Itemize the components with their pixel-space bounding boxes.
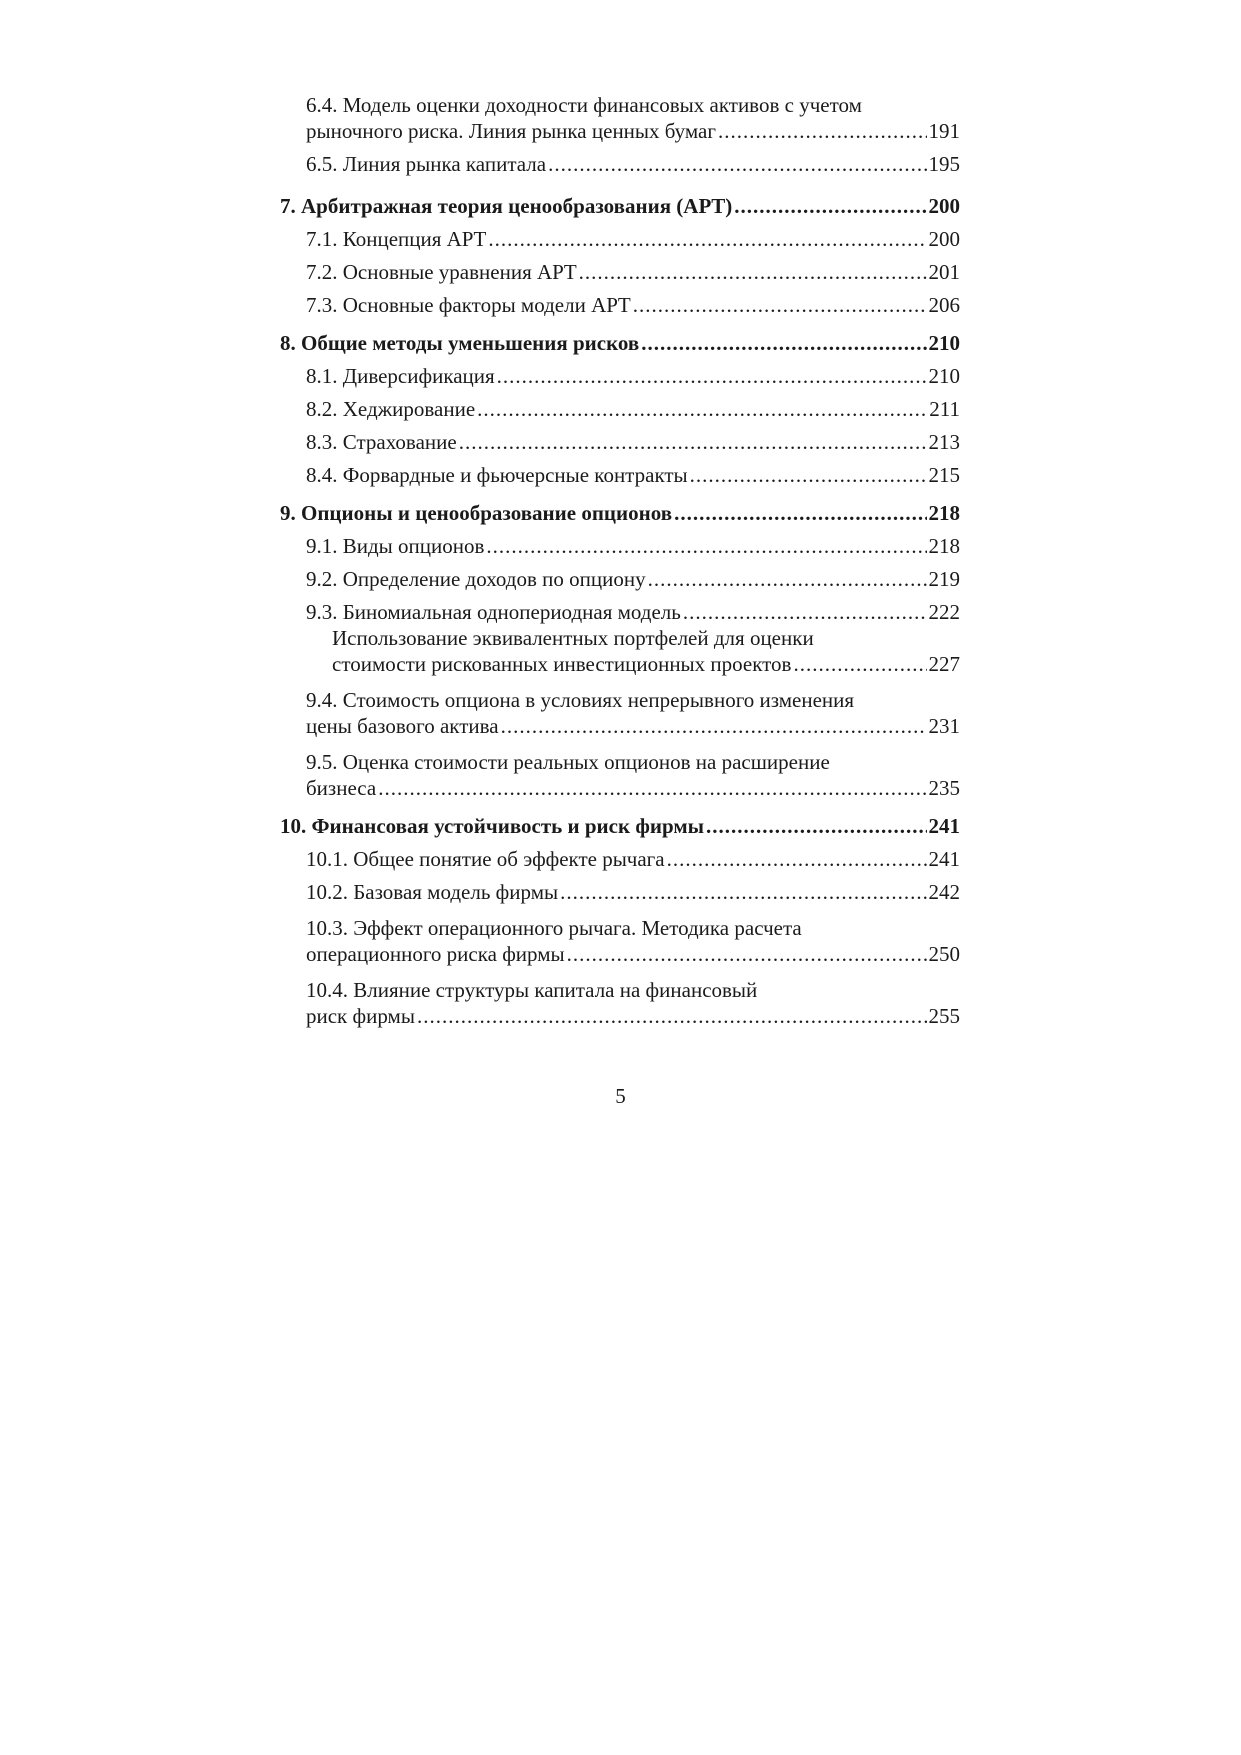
toc-page-number: 210: [928, 364, 960, 388]
toc-page-number: 210: [928, 331, 960, 355]
dot-leader: [560, 879, 926, 905]
dot-leader: [488, 226, 926, 252]
toc-page-number: 222: [928, 600, 960, 624]
toc-entry-9-1: [280, 533, 960, 559]
toc-page-number: 200: [928, 227, 960, 251]
toc-page-number: 242: [928, 880, 960, 904]
toc-entry-title-line: 10.3. Эффект операционного рычага. Методика расчета: [306, 916, 802, 940]
toc-entry-8-3: [280, 429, 960, 455]
toc-page-number: 206: [928, 293, 960, 317]
dot-leader: [648, 566, 927, 592]
toc-chapter-9: [280, 500, 960, 526]
toc-page-number: 195: [928, 152, 960, 176]
toc-entry-title: 9.2. Определение доходов по опциону: [306, 567, 646, 591]
toc-entry-6-5: [280, 151, 960, 177]
table-of-contents: [280, 92, 960, 1029]
toc-entry-9-5: [280, 749, 960, 801]
toc-entry-title: бизнеса: [306, 776, 377, 800]
toc-entry-title: операционного риска фирмы: [306, 942, 565, 966]
toc-entry-title: цены базового актива: [306, 714, 499, 738]
dot-leader: [674, 500, 926, 526]
toc-entry-title: 10.2. Базовая модель фирмы: [306, 880, 559, 904]
toc-entry-title-line: 9.5. Оценка стоимости реальных опционов на расширение: [306, 750, 830, 774]
dot-leader: [734, 193, 926, 219]
dot-leader: [667, 846, 927, 872]
toc-entry-title: 8.2. Хеджирование: [306, 397, 476, 421]
toc-entry-9-2: [280, 566, 960, 592]
toc-page-number: 250: [928, 942, 960, 966]
toc-entry-title: 7.2. Основные уравнения APT: [306, 260, 577, 284]
dot-leader: [579, 259, 927, 285]
toc-entry-title: 8.1. Диверсификация: [306, 364, 495, 388]
dot-leader: [633, 292, 927, 318]
toc-entry-title: стоимости рискованных инвестиционных проектов: [332, 652, 792, 676]
toc-entry-8-1: [280, 363, 960, 389]
toc-entry-7-1: [280, 226, 960, 252]
toc-page-number: 213: [928, 430, 960, 454]
dot-leader: [548, 151, 926, 177]
toc-entry-6-4: [280, 92, 960, 144]
toc-page-number: 215: [928, 463, 960, 487]
dot-leader: [477, 396, 927, 422]
toc-entry-9-3-subsection: [280, 625, 960, 677]
toc-chapter-title: 7. Арбитражная теория ценообразования (APT): [280, 194, 733, 218]
dot-leader: [417, 1003, 927, 1029]
toc-entry-title: рыночного риска. Линия рынка ценных бумаг: [306, 119, 716, 143]
toc-entry-9-3: [280, 599, 960, 625]
toc-entry-title-line: Использование эквивалентных портфелей для оценки: [332, 626, 814, 650]
toc-entry-title: 7.3. Основные факторы модели APT: [306, 293, 631, 317]
toc-entry-8-4: [280, 462, 960, 488]
toc-page-number: 231: [928, 714, 960, 738]
toc-entry-title: 7.1. Концепция APT: [306, 227, 487, 251]
dot-leader: [690, 462, 927, 488]
toc-entry-10-1: [280, 846, 960, 872]
toc-entry-title: 9.1. Виды опционов: [306, 534, 485, 558]
toc-page-number: 218: [928, 501, 960, 525]
toc-entry-title: 6.5. Линия рынка капитала: [306, 152, 547, 176]
toc-page-number: 219: [928, 567, 960, 591]
toc-entry-10-2: [280, 879, 960, 905]
toc-entry-title: 8.4. Форвардные и фьючерсные контракты: [306, 463, 688, 487]
toc-page-number: 191: [928, 119, 960, 143]
toc-entry-7-2: [280, 259, 960, 285]
toc-chapter-10: [280, 813, 960, 839]
dot-leader: [793, 651, 926, 677]
toc-page-number: 200: [928, 194, 960, 218]
toc-entry-title: риск фирмы: [306, 1004, 415, 1028]
page-number: 5: [615, 1084, 626, 1108]
dot-leader: [718, 118, 927, 144]
toc-entry-7-3: [280, 292, 960, 318]
toc-page-number: 218: [928, 534, 960, 558]
toc-page-number: 241: [928, 814, 960, 838]
dot-leader: [683, 599, 927, 625]
toc-page-number: 211: [929, 397, 960, 421]
dot-leader: [378, 775, 926, 801]
dot-leader: [641, 330, 926, 356]
dot-leader: [497, 363, 927, 389]
dot-leader: [567, 941, 927, 967]
toc-entry-title: 8.3. Страхование: [306, 430, 457, 454]
toc-entry-title-line: 6.4. Модель оценки доходности финансовых активов с учетом: [306, 93, 862, 117]
toc-page-number: 235: [928, 776, 960, 800]
toc-entry-title: 10.1. Общее понятие об эффекте рычага: [306, 847, 665, 871]
toc-entry-8-2: [280, 396, 960, 422]
toc-page-number: 241: [928, 847, 960, 871]
toc-page-number: 227: [928, 652, 960, 676]
dot-leader: [459, 429, 927, 455]
toc-entry-title: 9.3. Биномиальная однопериодная модель: [306, 600, 681, 624]
toc-entry-10-3: [280, 915, 960, 967]
dot-leader: [486, 533, 926, 559]
dot-leader: [706, 813, 926, 839]
toc-entry-title-line: 10.4. Влияние структуры капитала на финансовый: [306, 978, 758, 1002]
toc-entry-title-line: 9.4. Стоимость опциона в условиях непрерывного изменения: [306, 688, 855, 712]
toc-chapter-title: 8. Общие методы уменьшения рисков: [280, 331, 640, 355]
toc-entry-9-4: [280, 687, 960, 739]
toc-page-number: 201: [928, 260, 960, 284]
dot-leader: [501, 713, 927, 739]
toc-chapter-title: 10. Финансовая устойчивость и риск фирмы: [280, 814, 705, 838]
toc-page-number: 255: [928, 1004, 960, 1028]
toc-chapter-8: [280, 330, 960, 356]
toc-chapter-7: [280, 193, 960, 219]
toc-chapter-title: 9. Опционы и ценообразование опционов: [280, 501, 673, 525]
toc-entry-10-4: [280, 977, 960, 1029]
